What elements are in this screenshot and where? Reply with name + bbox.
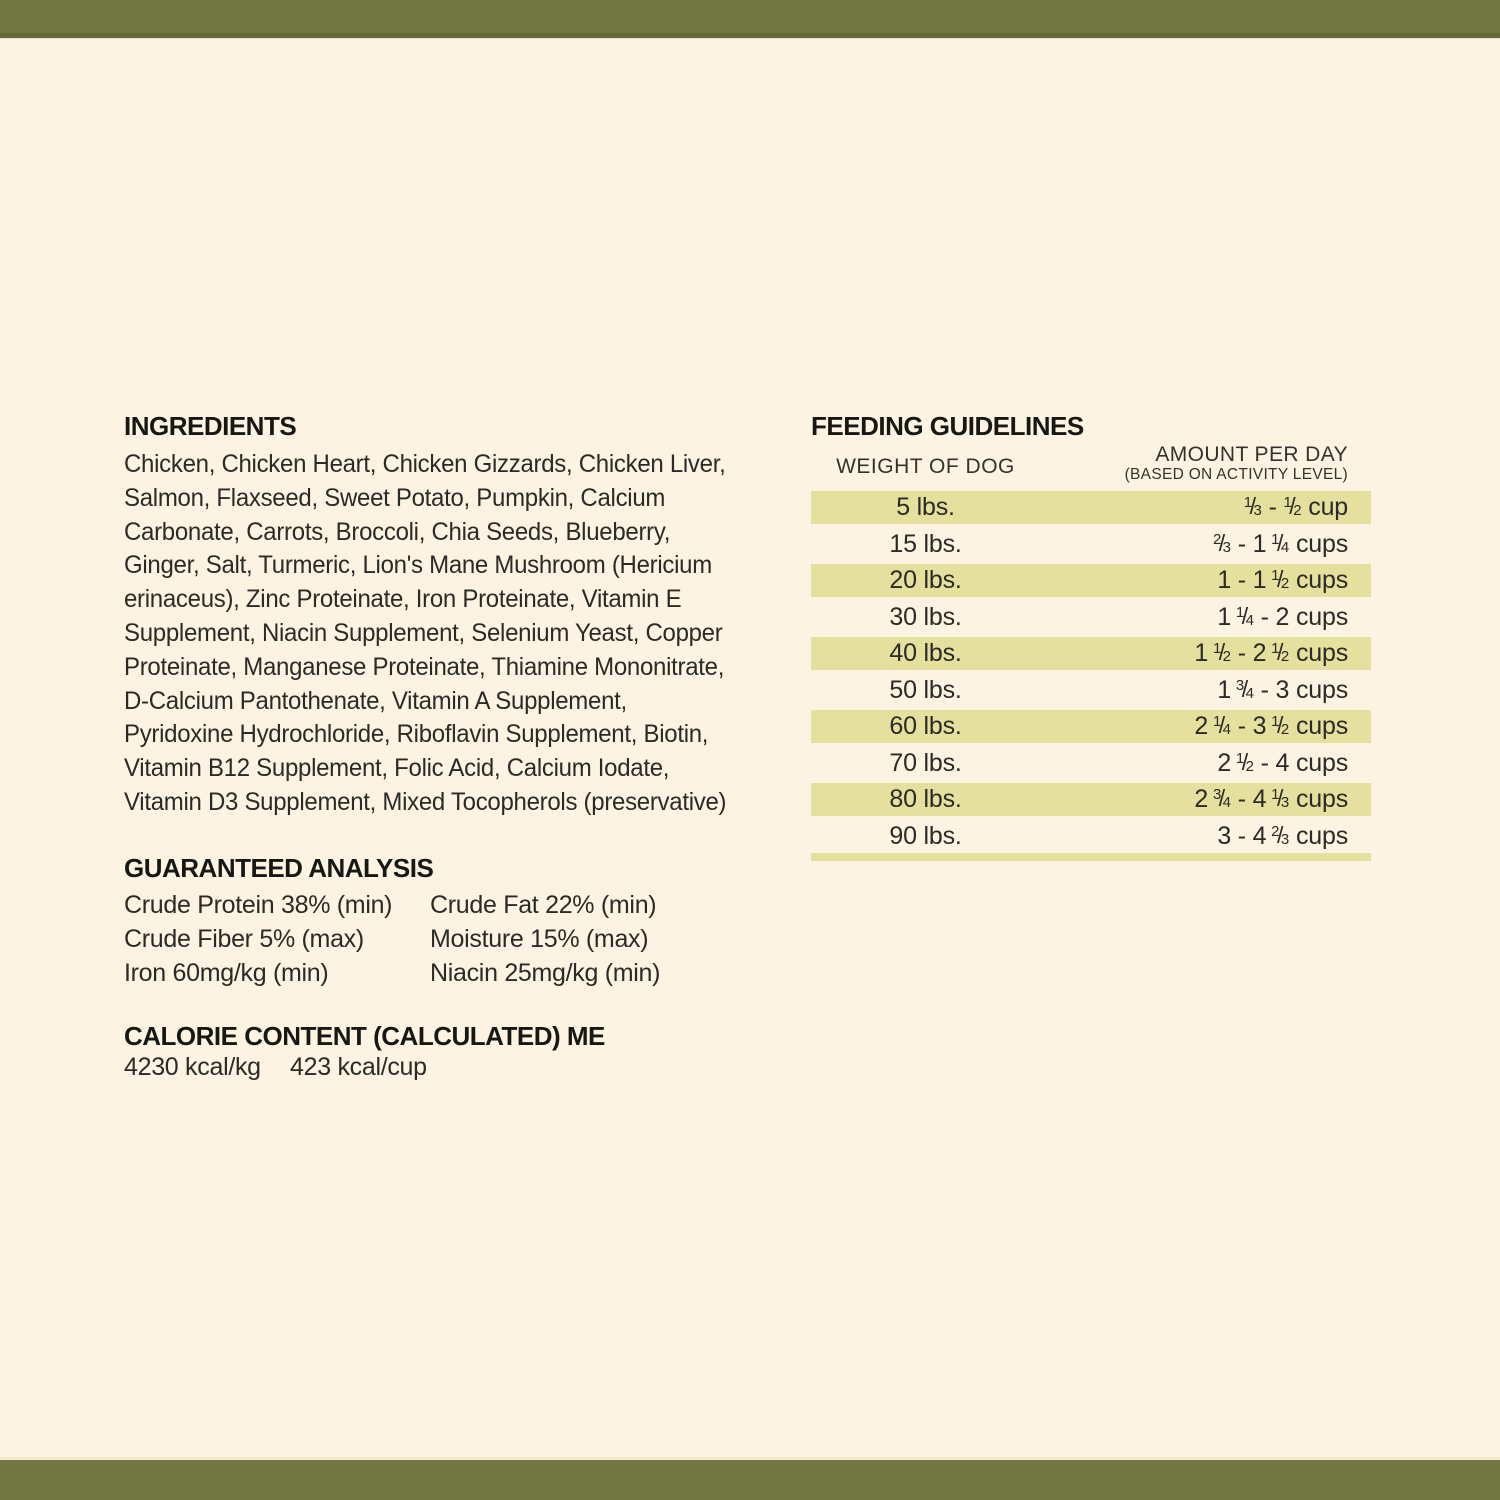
kcal-per-kg: 4230 kcal/kg — [124, 1053, 261, 1081]
analysis-value: Crude Fat 22% (min) — [430, 891, 657, 919]
feeding-row — [811, 747, 1371, 784]
analysis-value: Niacin 25mg/kg (min) — [430, 958, 661, 987]
amount-cell: $^2$/3 - 1 $^1$/4 cups — [1212, 529, 1348, 558]
feeding-table — [811, 491, 1371, 856]
ingredients-line: Vitamin B12 Supplement, Folic Acid, Calcium Iodate, — [124, 754, 670, 783]
feeding-row — [811, 710, 1371, 747]
weight-cell: 30 lbs. — [889, 602, 962, 631]
weight-cell: 50 lbs. — [889, 675, 962, 704]
calorie-content-heading: CALORIE CONTENT (CALCULATED) ME — [124, 1021, 605, 1051]
ingredients-line: Carbonate, Carrots, Broccoli, Chia Seeds, Blueberry, — [124, 517, 671, 546]
amount-cell: 2 $^1$/4 - 3 $^1$/2 cups — [1194, 712, 1348, 740]
bottom-accent-bar — [0, 1457, 1500, 1500]
amount-cell: $^1$/3 - $^1$/2 cup — [1243, 493, 1348, 521]
feeding-row — [811, 674, 1371, 711]
weight-cell: 5 lbs. — [896, 493, 955, 521]
top-accent-bar — [0, 0, 1500, 39]
weight-cell: 70 lbs. — [889, 748, 962, 777]
amount-cell: 2 $^1$/2 - 4 cups — [1217, 748, 1348, 777]
weight-cell: 20 lbs. — [889, 566, 962, 594]
column-header-amount-note: (BASED ON ACTIVITY LEVEL) — [1124, 466, 1348, 483]
column-header-amount-title: AMOUNT PER DAY — [1155, 443, 1348, 466]
table-footer-rule — [811, 853, 1371, 861]
analysis-row — [124, 957, 660, 991]
analysis-row — [124, 923, 660, 957]
analysis-value: Crude Fiber 5% (max) — [124, 924, 364, 953]
feeding-row — [811, 783, 1371, 820]
weight-cell: 90 lbs. — [889, 821, 962, 850]
amount-cell: 1 $^1$/2 - 2 $^1$/2 cups — [1194, 639, 1348, 667]
weight-cell: 15 lbs. — [889, 529, 962, 558]
ingredients-line: Ginger, Salt, Turmeric, Lion's Mane Mushroom (Hericium — [124, 551, 712, 580]
weight-cell: 40 lbs. — [889, 639, 962, 667]
guaranteed-analysis-table — [124, 889, 660, 990]
column-header-amount — [1125, 444, 1348, 484]
ingredients-text — [124, 448, 726, 820]
amount-cell: 3 - 4 $^2$/3 cups — [1217, 821, 1348, 850]
ingredients-line: Supplement, Niacin Supplement, Selenium Yeast, Copper — [124, 618, 723, 647]
ingredients-heading: INGREDIENTS — [124, 411, 297, 441]
ingredients-line: Chicken, Chicken Heart, Chicken Gizzards, Chicken Liver, — [124, 450, 726, 478]
feeding-row — [811, 528, 1371, 565]
ingredients-line: Proteinate, Manganese Proteinate, Thiamine Mononitrate, — [124, 652, 725, 681]
feeding-row — [811, 491, 1371, 528]
amount-cell: 1 $^1$/4 - 2 cups — [1217, 602, 1348, 631]
feeding-row — [811, 637, 1371, 674]
amount-cell: 1 $^3$/4 - 3 cups — [1217, 675, 1348, 704]
analysis-row — [124, 889, 660, 923]
calorie-values — [124, 1051, 427, 1085]
feeding-row — [811, 564, 1371, 601]
weight-cell: 80 lbs. — [889, 785, 962, 813]
ingredients-line: Salmon, Flaxseed, Sweet Potato, Pumpkin, Calcium — [124, 483, 666, 512]
amount-cell: 1 - 1 $^1$/2 cups — [1217, 566, 1348, 594]
analysis-value: Iron 60mg/kg (min) — [124, 958, 329, 987]
ingredients-line: Pyridoxine Hydrochloride, Riboflavin Supplement, Biotin, — [124, 720, 709, 749]
analysis-value: Moisture 15% (max) — [430, 924, 649, 953]
column-header-weight: WEIGHT OF DOG — [836, 455, 1015, 478]
ingredients-line: erinaceus), Zinc Proteinate, Iron Proteinate, Vitamin E — [124, 585, 682, 614]
guaranteed-analysis-heading: GUARANTEED ANALYSIS — [124, 853, 434, 883]
ingredients-line: D-Calcium Pantothenate, Vitamin A Supplement, — [124, 686, 627, 715]
ingredients-line: Vitamin D3 Supplement, Mixed Tocopherols (preservative) — [124, 787, 727, 816]
amount-cell: 2 $^3$/4 - 4 $^1$/3 cups — [1194, 785, 1348, 813]
feeding-guidelines-heading: FEEDING GUIDELINES — [811, 411, 1084, 441]
feeding-row — [811, 820, 1371, 857]
kcal-per-cup: 423 kcal/cup — [290, 1053, 427, 1081]
weight-cell: 60 lbs. — [889, 712, 962, 740]
analysis-value: Crude Protein 38% (min) — [124, 891, 393, 919]
feeding-row — [811, 601, 1371, 638]
